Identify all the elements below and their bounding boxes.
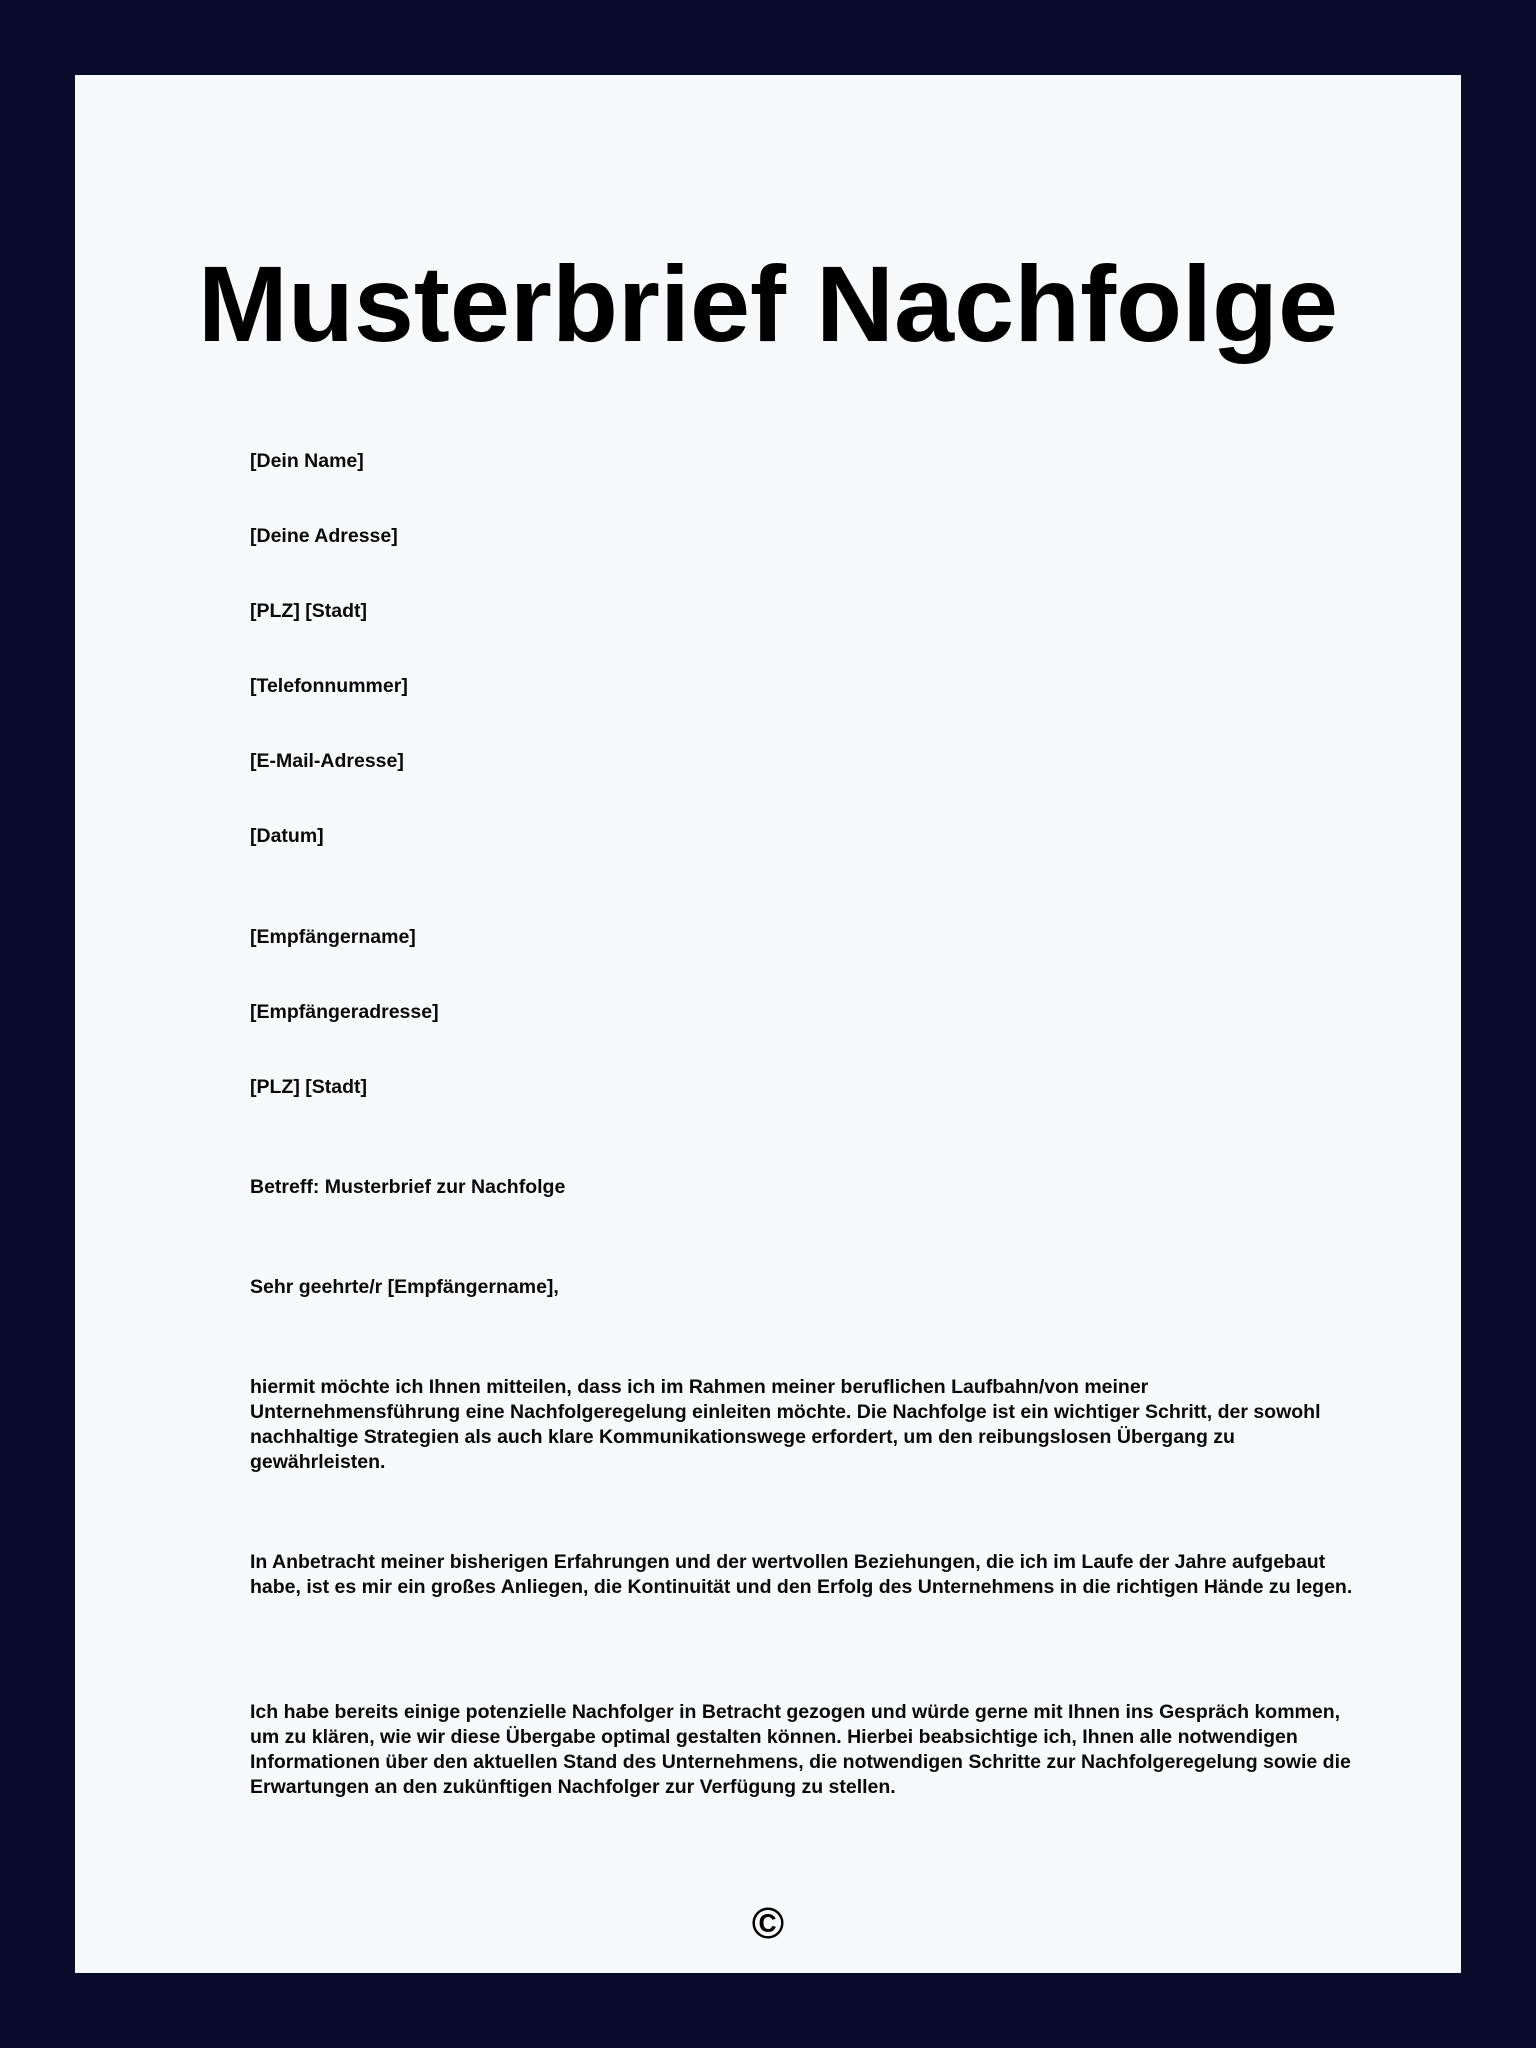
recipient-city: [PLZ] [Stadt] [250,1076,367,1098]
letter-salutation: Sehr geehrte/r [Empfängername], [250,1276,559,1298]
sender-address: [Deine Adresse] [250,525,398,547]
body-paragraph-2: In Anbetracht meiner bisherigen Erfahrungen und der wertvollen Beziehungen, die ich im Laufe der Jahre aufgebaut habe, ist es mir ein großes Anliegen, die Kontinuität und den Erfolg des Unternehmens in die richtigen Hände zu legen. [250,1551,1353,1598]
letter-page [75,75,1461,1973]
copyright-icon: © [751,1899,785,1948]
sender-email: [E-Mail-Adresse] [250,750,404,772]
body-paragraph-1: hiermit möchte ich Ihnen mitteilen, dass ich im Rahmen meiner beruflichen Laufbahn/von meiner Unternehmensführung eine Nachfolgeregelung einleiten möchte. Die Nachfolge ist ein wichtiger Schritt, der sowohl nachhaltige Strategien als auch klare Kommunikationswege erfordert, um den reibungslosen Übergang zu gewährleisten. [250,1376,1321,1473]
letter-date: [Datum] [250,825,324,847]
page-title: Musterbrief Nachfolge [197,243,1339,364]
body-paragraph-3: Ich habe bereits einige potenzielle Nachfolger in Betracht gezogen und würde gerne mit Ihnen ins Gespräch kommen, um zu klären, wie wir diese Übergabe optimal gestalten können. Hierbei beabsichtige ich, Ihnen alle notwendigen Informationen über den aktuellen Stand des Unternehmens, die notwendigen Schritte zur Nachfolgeregelung sowie die Erwartungen an den zukünftigen Nachfolger zur Verfügung zu stellen. [250,1701,1351,1798]
letter-subject: Betreff: Musterbrief zur Nachfolge [250,1176,566,1198]
sender-city: [PLZ] [Stadt] [250,600,367,622]
recipient-name: [Empfängername] [250,926,416,948]
sender-phone: [Telefonnummer] [250,675,408,697]
sender-name: [Dein Name] [250,450,364,472]
recipient-address: [Empfängeradresse] [250,1001,439,1023]
